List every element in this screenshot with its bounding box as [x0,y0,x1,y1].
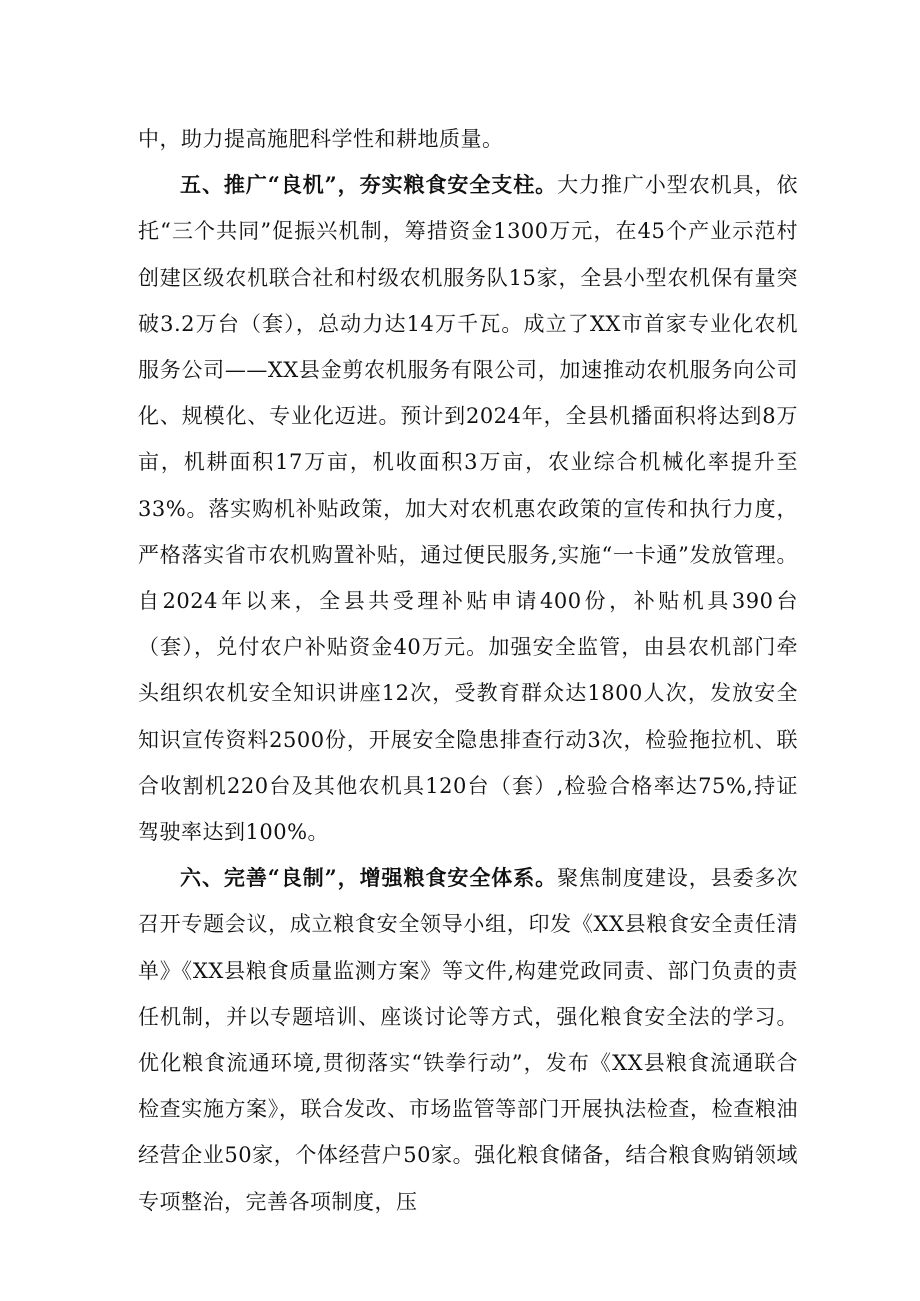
section-5-body: 大力推广小型农机具，依托“三个共同”促振兴机制，筹措资金1300万元，在45个产业示范村创建区级农机联合社和村级农机服务队15家，全县小型农机保有量突破3.2万台（套），总动力达14万千瓦。成立了XX市首家专业化农机服务公司——XX县金剪农机服务有限公司，加速推动农机服务向公司化、规模化、专业化迈进。预计到2024年，全县机播面积将达到8万亩，机耕面积17万亩，机收面积3万亩，农业综合机械化率提升至33%。落实购机补贴政策，加大对农机惠农政策的宣传和执行力度，严格落实省市农机购置补贴，通过便民服务,实施“一卡通”发放管理。自2024年以来，全县共受理补贴申请400份，补贴机具390台（套），兑付农户补贴资金40万元。加强安全监管，由县农机部门牵头组织农机安全知识讲座12次，受教育群众达1800人次，发放安全知识宣传资料2500份，开展安全隐患排查行动3次，检验拖拉机、联合收割机220台及其他农机具120台（套）,检验合格率达75%,持证驾驶率达到100%。 [138,173,798,845]
section-5-paragraph [138,162,798,855]
section-5-heading: 五、推广“良机”，夯实粮食安全支柱。 [180,172,558,198]
section-6-body: 聚焦制度建设，县委多次召开专题会议，成立粮食安全领导小组，印发《XX县粮食安全责任清单》《XX县粮食质量监测方案》等文件,构建党政同责、部门负责的责任机制，并以专题培训、座谈讨论等方式，强化粮食安全法的学习。优化粮食流通环境,贯彻落实“铁拳行动”，发布《XX县粮食流通联合检查实施方案》，联合发改、市场监管等部门开展执法检查，检查粮油经营企业50家，个体经营户50家。强化粮食储备，结合粮食购销领域专项整治，完善各项制度，压 [138,866,798,1214]
section-6-paragraph [138,855,798,1225]
section-6-heading: 六、完善“良制”，增强粮食安全体系。 [180,865,558,891]
continuation-paragraph: 中，助力提高施肥科学性和耕地质量。 [138,127,504,151]
document-body [138,116,798,1225]
